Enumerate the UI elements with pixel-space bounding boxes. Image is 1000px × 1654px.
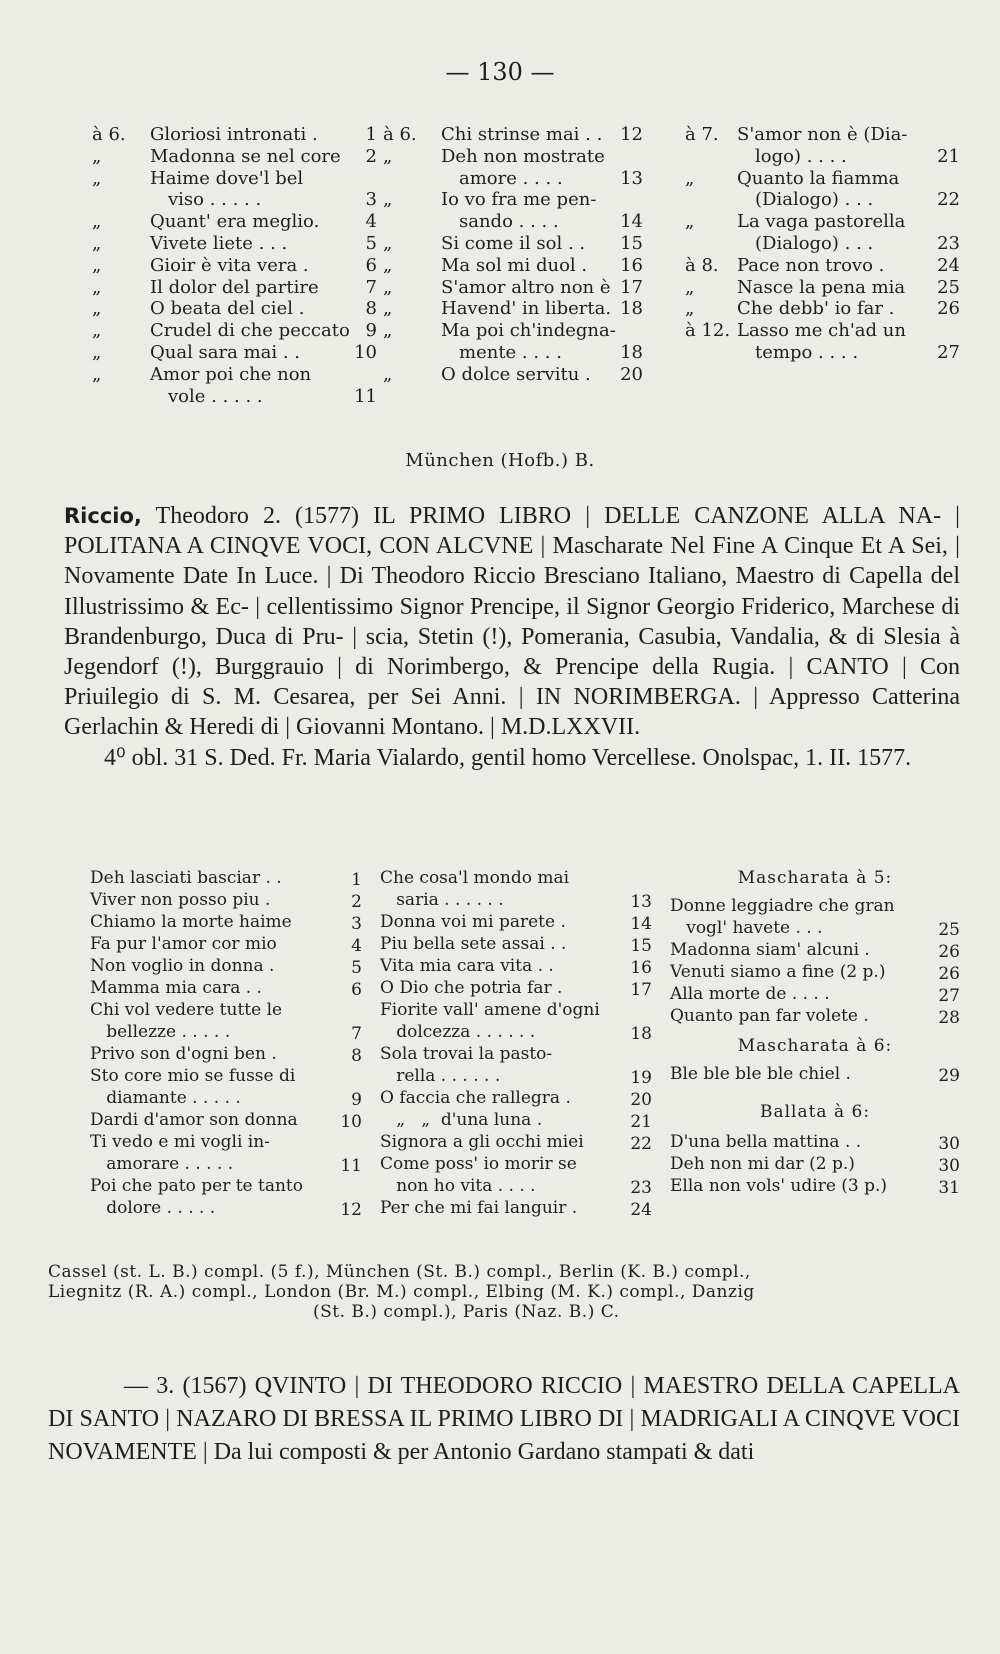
toc-title: Havend' in liberta. [441,298,612,320]
toc-title: La vaga pastorella [737,211,906,233]
toc-row [90,889,362,911]
toc-row [380,1153,652,1175]
page-number: — 130 — [445,58,555,86]
toc-title: Chi vol vedere tutte le [90,1000,283,1020]
section-heading: Mascharata à 5: [737,868,893,888]
toc-title: Crudel di che peccato [150,320,350,342]
toc-page-number: 18 [620,298,643,320]
toc-page-number: 18 [620,341,643,363]
toc-page-number: 22 [630,1134,652,1154]
toc-title: Nasce la pena mia [737,276,906,298]
toc-page-number: 12 [620,124,643,145]
toc-row [670,1175,960,1197]
toc2-column-3 [670,867,960,1197]
toc-page-number: 9 [351,1090,362,1110]
toc-row [90,1175,362,1197]
toc-title: Gloriosi intronati . [150,124,318,145]
library-line: Liegnitz (R. A.) compl., London (Br. M.) compl., Elbing (M. K.) compl., Danzig [48,1282,755,1302]
toc-row [383,277,643,299]
toc-row [685,277,960,299]
toc-title: rella . . . . . . [380,1066,501,1086]
toc-voice-count: „ [92,254,102,276]
toc-page-number: 1 [351,870,362,890]
toc-row [670,1063,960,1085]
toc-row [685,255,960,277]
toc-row [380,955,652,977]
toc-title: (Dialogo) . . . [755,189,874,211]
toc-title: Ti vedo e mi vogli in- [90,1132,270,1152]
toc-page-number: 25 [938,920,960,940]
toc-voice-count: „ [383,363,393,385]
toc-page-number: 1 [365,124,377,145]
bibliographic-entry [64,501,960,773]
library-line: (St. B.) compl.), Paris (Naz. B.) C. [313,1302,620,1322]
toc-row [90,867,362,889]
toc-title: dolore . . . . . [90,1198,216,1218]
toc-page-number: 4 [351,936,362,956]
toc-page-number: 29 [938,1066,960,1086]
toc-page-number: 26 [938,964,960,984]
toc-title: Sto core mio se fusse di [90,1066,296,1086]
toc-title: S'amor altro non è [441,276,611,298]
toc-title: mente . . . . [459,341,562,363]
toc-page-number: 25 [937,276,960,298]
toc-row [90,955,362,977]
toc-title: Come poss' io morir se [380,1154,577,1174]
toc-title: D'una bella mattina . . [670,1132,862,1152]
toc-title: O dolce servitu . [441,363,591,385]
toc-row [383,189,643,211]
toc-title: Alla morte de . . . . [670,984,830,1004]
toc-title: Che debb' io far . [737,298,895,320]
toc-page-number: 7 [351,1024,362,1044]
toc-title: Chiamo la morte haime [90,912,292,932]
toc-row [685,211,960,233]
toc-title: dolcezza . . . . . . [380,1022,536,1042]
toc-page-number: 20 [620,363,643,385]
toc-page-number: 2 [365,145,377,167]
toc-row [670,961,960,983]
toc-row [380,933,652,955]
library-location: München (Hofb.) B. [405,450,595,471]
toc-title: Quant' era meglio. [150,211,320,233]
toc-row [380,889,652,911]
toc-title: amore . . . . [459,167,563,189]
toc-row [90,1087,362,1109]
toc-page-number: 8 [365,298,377,320]
toc-title: Si come il sol . . [441,232,586,254]
toc-page-number: 20 [630,1090,652,1110]
toc-page-number: 26 [937,298,960,320]
toc1-column-3 [685,124,960,364]
toc-row [380,1197,652,1219]
toc-page-number: 2 [351,892,362,912]
toc-row [92,364,377,386]
toc-row [92,342,377,364]
bibliographic-entry-3: — 3. (1567) QVINTO | DI THEODORO RICCIO | MAESTRO DELLA CAPELLA DI SANTO | NAZARO DI BRESSA IL PRIMO LIBRO DI | MADRIGALI A CINQVE VOCI NOVAMENTE | Da lui composti & per Antonio Gardano stampati & dati [48,1373,960,1465]
toc-row [670,1131,960,1153]
toc-row [380,911,652,933]
toc-page-number: 12 [340,1200,362,1220]
toc-row [90,1043,362,1065]
toc-voice-count: à 8. [685,254,719,276]
toc-row [92,386,377,408]
toc-voice-count: à 6. [92,124,126,145]
toc-page-number: 16 [620,254,643,276]
toc-page-number: 30 [938,1156,960,1176]
section-heading: Mascharata à 6: [737,1036,893,1056]
toc-row [92,146,377,168]
toc-row [380,1131,652,1153]
toc-voice-count: „ [383,145,393,167]
toc-voice-count: „ [383,320,393,342]
toc-row [92,124,377,146]
toc-page-number: 27 [937,341,960,363]
toc-title: Sola trovai la pasto- [380,1044,553,1064]
toc-page-number: 13 [620,167,643,189]
toc-page-number: 17 [630,980,652,1000]
toc-title: Ma poi ch'indegna- [441,320,616,342]
toc-title: Chi strinse mai . . [441,124,603,145]
toc-page-number: 24 [630,1200,652,1220]
toc1-column-2 [383,124,643,386]
toc-page-number: 28 [938,1008,960,1028]
toc-row [380,1087,652,1109]
toc-title: Piu bella sete assai . . [380,934,567,954]
toc-title: Qual sara mai . . [150,341,301,363]
toc-title: Deh non mostrate [441,145,605,167]
toc-title: Quanto pan far volete . [670,1006,869,1026]
toc-page-number: 17 [620,276,643,298]
toc-voice-count: „ [685,211,695,233]
toc-row [383,255,643,277]
toc-row [383,320,643,342]
toc-title: Fiorite vall' amene d'ogni [380,1000,600,1020]
toc-page-number: 10 [340,1112,362,1132]
toc-row [90,1197,362,1219]
toc-voice-count: à 7. [685,124,719,145]
toc-row [383,146,643,168]
toc-page-number: 3 [365,189,377,211]
toc-title: Ble ble ble ble chiel . [670,1064,851,1084]
toc-page-number: 3 [351,914,362,934]
toc-page-number: 30 [938,1134,960,1154]
toc-title: tempo . . . . [755,341,859,363]
toc-page-number: 11 [340,1156,362,1176]
toc-page-number: 5 [365,232,377,254]
toc-voice-count: „ [383,232,393,254]
toc-row [90,977,362,999]
toc-title: Privo son d'ogni ben . [90,1044,277,1064]
toc2-list-a [670,895,960,1027]
toc-row [685,168,960,190]
toc-row [90,1065,362,1087]
toc-voice-count: „ [92,276,102,298]
toc-voice-count: „ [92,341,102,363]
toc-row [670,939,960,961]
author-name: Riccio, [64,504,142,528]
toc-row [685,320,960,342]
toc-row [380,1065,652,1087]
toc-row [90,999,362,1021]
toc-page-number: 6 [365,254,377,276]
toc-title: viso . . . . . [168,189,262,211]
toc-voice-count: „ [92,145,102,167]
toc-page-number: 14 [630,914,652,934]
toc-title: Madonna se nel core [150,145,341,167]
library-line: Cassel (st. L. B.) compl. (5 f.), München (St. B.) compl., Berlin (K. B.) compl., [48,1262,751,1282]
toc-page-number: 5 [351,958,362,978]
toc-page-number: 11 [354,385,377,407]
toc-title: Madonna siam' alcuni . [670,940,870,960]
toc-page-number: 19 [630,1068,652,1088]
toc-row [670,983,960,1005]
toc-title: Fa pur l'amor cor mio [90,934,277,954]
toc-page-number: 10 [354,341,377,363]
toc-voice-count: à 6. [383,124,417,145]
toc-page-number: 14 [620,211,643,233]
toc-voice-count: „ [92,232,102,254]
toc-title: Viver non posso piu . [90,890,271,910]
toc-row [380,999,652,1021]
toc-title: Signora a gli occhi miei [380,1132,584,1152]
toc-title: Deh non mi dar (2 p.) [670,1154,855,1174]
toc-page-number: 26 [938,942,960,962]
toc-title: S'amor non è (Dia- [737,124,908,145]
toc-row [383,168,643,190]
toc-title: Poi che pato per te tanto [90,1176,303,1196]
toc-row [383,342,643,364]
toc-page-number: 24 [937,254,960,276]
toc-title: Io vo fra me pen- [441,189,597,211]
toc-page-number: 4 [365,211,377,233]
toc-row [685,146,960,168]
toc2-column-1 [90,867,362,1219]
toc-row [90,1131,362,1153]
toc-page-number: 15 [630,936,652,956]
toc-row [383,233,643,255]
toc-title: „ „ d'una luna . [380,1110,543,1130]
toc-title: Per che mi fai languir . [380,1198,578,1218]
toc-page-number: 15 [620,232,643,254]
toc-title: Dardi d'amor son donna [90,1110,298,1130]
toc-title: diamante . . . . . [90,1088,241,1108]
toc-row [383,211,643,233]
toc-page-number: 8 [351,1046,362,1066]
toc-row [685,189,960,211]
toc-page-number: 13 [630,892,652,912]
toc-page-number: 16 [630,958,652,978]
toc-title: logo) . . . . [755,145,847,167]
toc-row [380,1109,652,1131]
toc-row [380,977,652,999]
toc-row [90,1153,362,1175]
toc-title: (Dialogo) . . . [755,232,874,254]
toc-row [670,895,960,917]
toc-title: saria . . . . . . [380,890,504,910]
toc-page-number: 22 [937,189,960,211]
toc-page-number: 27 [938,986,960,1006]
toc-title: O faccia che rallegra . [380,1088,571,1108]
toc2-column-2 [380,867,652,1219]
toc-voice-count: „ [92,211,102,233]
toc-row [90,1021,362,1043]
toc-page-number: 23 [630,1178,652,1198]
toc-row [670,1153,960,1175]
toc-voice-count: „ [685,276,695,298]
library-list [48,1262,958,1322]
format-line: 4⁰ obl. 31 S. Ded. Fr. Maria Vialardo, gentil homo Vercellese. Onolspac, 1. II. 1577. [104,744,912,771]
toc-title: Mamma mia cara . . [90,978,262,998]
toc-voice-count: „ [92,320,102,342]
toc-title: amorare . . . . . [90,1154,234,1174]
toc-row [90,1109,362,1131]
toc-page-number: 21 [630,1112,652,1132]
entry-title: Theodoro 2. (1577) IL PRIMO LIBRO | DELLE CANZONE ALLA NA- | POLITANA A CINQVE VOCI, CON ALCVNE | Mascharate Nel Fine A Cinque Et A Sei, | Novamente Date In Luce. | Di Theodoro Riccio Bresciano Italiano, Maestro di Capella del Illustrissimo & Ec- | cellentissimo Signor Prencipe, il Signor Georgio Friderico, Marchese di Brandenburgo, Duca di Pru- | scia, Stetin (!), Pomerania, Casubia, Vandalia, & di Slesia à Jegendorf (!), Burggrauio | di Norimbergo, & Prencipe della Rugia. | CANTO | Con Priuilegio di S. M. Cesarea, per Sei Anni. | IN NORIMBERGA. | Appresso Catterina Gerlachin & Heredi di | Giovanni Montano. | M.D.LXXVII. [64,503,960,741]
toc-voice-count: „ [685,167,695,189]
toc-row [92,298,377,320]
toc-row [90,933,362,955]
toc-title: Venuti siamo a fine (2 p.) [670,962,886,982]
toc-voice-count: „ [383,254,393,276]
toc-row [685,233,960,255]
toc-title: Che cosa'l mondo mai [380,868,570,888]
toc-title: Amor poi che non [150,363,312,385]
toc2-list-b [670,1063,960,1085]
toc-page-number: 6 [351,980,362,1000]
toc-title: Quanto la fiamma [737,167,900,189]
toc-row [90,911,362,933]
toc-title: Gioir è vita vera . [150,254,309,276]
toc-row [92,320,377,342]
toc-page-number: 31 [938,1178,960,1198]
toc-title: Donne leggiadre che gran [670,896,895,916]
toc-page-number: 18 [630,1024,652,1044]
toc-row [685,124,960,146]
toc-voice-count: „ [383,298,393,320]
toc-row [670,917,960,939]
toc-row [92,255,377,277]
toc-title: Ella non vols' udire (3 p.) [670,1176,888,1196]
toc-title: Pace non trovo . [737,254,885,276]
toc-row [380,1175,652,1197]
toc-voice-count: „ [685,298,695,320]
section-heading: Ballata à 6: [759,1102,871,1122]
toc-voice-count: „ [383,189,393,211]
toc-title: non ho vita . . . . [380,1176,536,1196]
toc-page-number: 9 [365,320,377,342]
toc-row [92,168,377,190]
toc-page-number: 7 [365,276,377,298]
toc-row [380,867,652,889]
toc-title: Lasso me ch'ad un [737,320,906,342]
toc-title: Deh lasciati basciar . . [90,868,282,888]
toc2-list-c [670,1131,960,1197]
toc-title: Il dolor del partire [150,276,319,298]
toc-page-number: 23 [937,232,960,254]
toc-row [92,277,377,299]
toc-title: O beata del ciel . [150,298,305,320]
toc-title: bellezze . . . . . [90,1022,231,1042]
toc-voice-count: „ [92,363,102,385]
toc-title: Non voglio in donna . [90,956,275,976]
toc-row [685,298,960,320]
toc-row [383,124,643,146]
toc-title: Haime dove'l bel [150,167,304,189]
toc-voice-count: à 12. [685,320,731,342]
toc-voice-count: „ [92,298,102,320]
toc1-column-1 [92,124,377,407]
toc-title: Vita mia cara vita . . [380,956,554,976]
toc-title: Vivete liete . . . [150,232,288,254]
toc-row [92,189,377,211]
toc-title: O Dio che potria far . [380,978,563,998]
toc-row [670,1005,960,1027]
toc-title: vole . . . . . [168,385,263,407]
toc-row [380,1043,652,1065]
toc-row [380,1021,652,1043]
toc-row [92,211,377,233]
toc-title: sando . . . . [459,211,559,233]
toc-row [383,298,643,320]
toc-row [92,233,377,255]
toc-row [383,364,643,386]
toc-title: vogl' havete . . . [670,918,823,938]
toc-voice-count: „ [383,276,393,298]
toc-page-number: 21 [937,145,960,167]
toc-title: Ma sol mi duol . [441,254,588,276]
toc-voice-count: „ [92,167,102,189]
toc-title: Donna voi mi parete . [380,912,566,932]
toc-row [685,342,960,364]
